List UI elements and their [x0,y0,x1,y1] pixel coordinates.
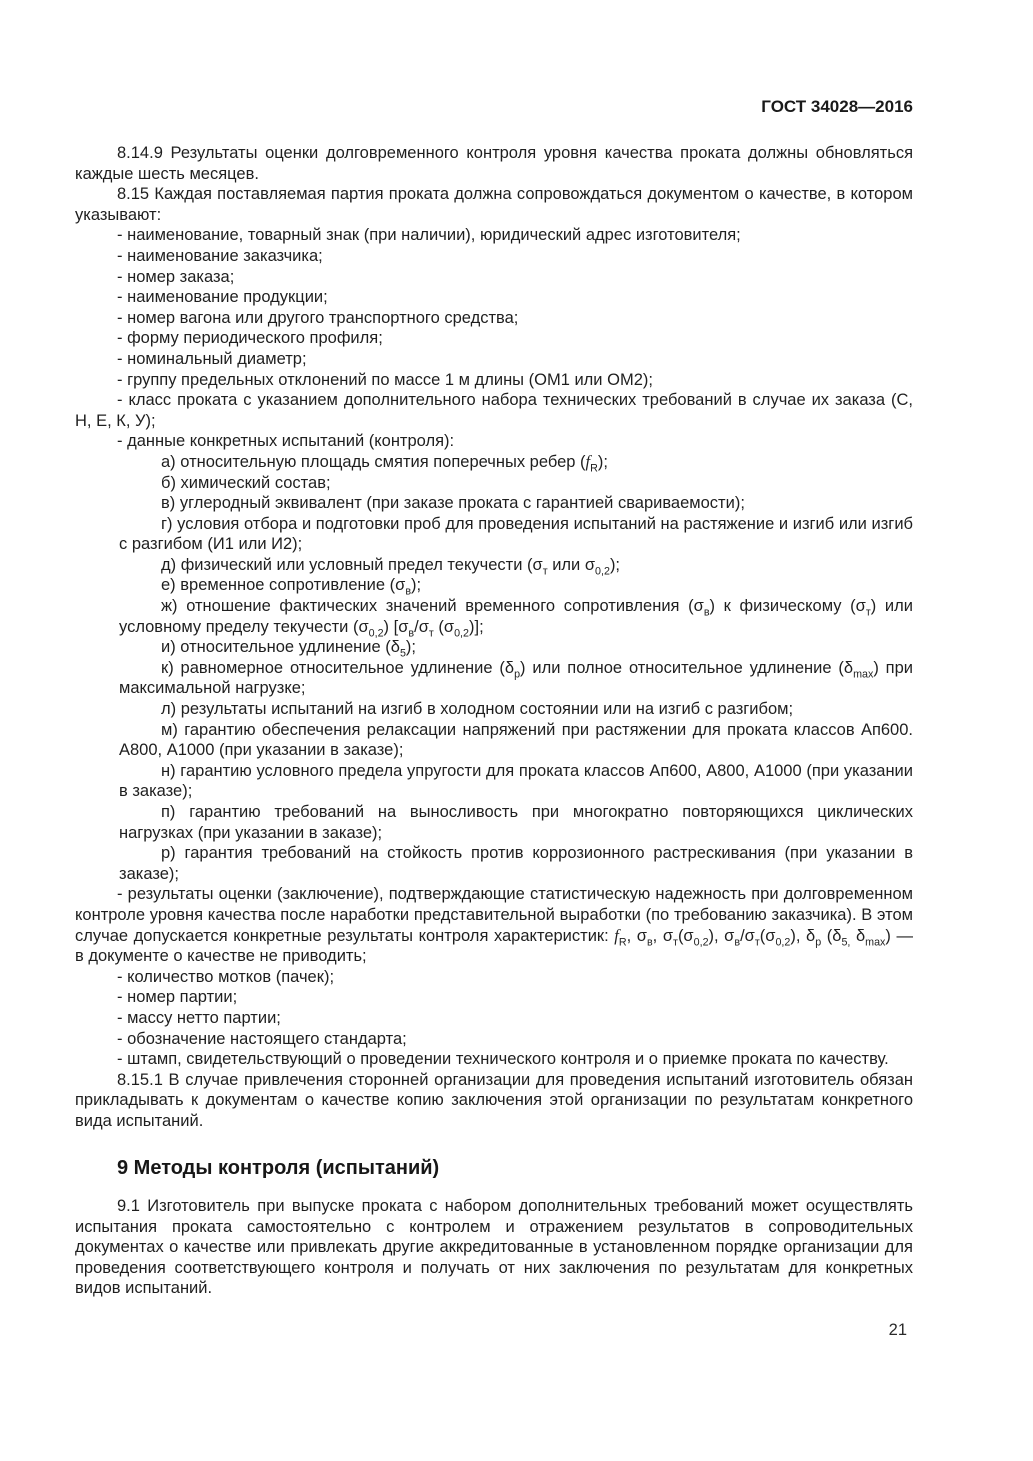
list-item-letter-l: л) результаты испытаний на изгиб в холодном состоянии или на изгиб с разгибом; [161,700,794,719]
paragraph-8-15: 8.15 Каждая поставляемая партия проката должна сопровождаться документом о качестве, в котором указывают: [75,185,913,224]
list-item-dash: - результаты оценки (заключение), подтверждающие статистическую надежность при долговременном контроле уровня качества после наработки представительной выработки (по требованию заказчика). В этом случае допускается конкретные результаты контроля характеристик: $f_R$, $\sigma_в$, $\sigma_т(\sigma_{0,2})$, $\sigma_в/\sigma_т(\sigma_{0,2})$, $\delta_p$ ($\delta_{5,}$ $\delta_{max}$) — в документе о качестве не приводить; [75,885,913,966]
document-standard-number: ГОСТ 34028—2016 [761,97,913,116]
list-item-letter-r: р) гарантия требований на стойкость против коррозионного растрескивания (при указании в заказе); [119,844,913,883]
list-item-letter-k: к) равномерное относительное удлинение $(\delta_p)$ или полное относительное удлинение $(\delta_{max})$ при максимальной нагрузке; [119,658,913,698]
paragraph-9-1: 9.1 Изготовитель при выпуске проката с набором дополнительных требований может осуществлять испытания проката самостоятельно с контролем и отражением результатов в сопроводительных документах о качестве или привлекать другие аккредитованные в установленном порядке организации для проведения соответствующего контроля и получать от них заключения по результатам для конкретных видов испытаний. [75,1197,913,1298]
list-item-dash: - штамп, свидетельствующий о проведении технического контроля и о приемке проката по качеству. [117,1050,889,1069]
list-item-dash: - наименование, товарный знак (при наличии), юридический адрес изготовителя; [117,226,741,245]
list-item-letter-g: г) условия отбора и подготовки проб для проведения испытаний на растяжение и изгиб или изгиб с разгибом (И1 или И2); [119,514,913,554]
list-item-dash: - форму периодического профиля; [117,329,383,348]
list-item-dash: - количество мотков (пачек); [117,967,335,986]
list-item-dash: - класс проката с указанием дополнительного набора технических требований в случае их заказа (С, Н, Е, К, У); [75,391,913,430]
list-item-dash: - наименование заказчика; [117,246,323,265]
list-item-dash: - номер заказа; [117,267,235,286]
list-item-dash: - массу нетто партии; [117,1008,281,1027]
paragraph-8-14-9: 8.14.9 Результаты оценки долговременного контроля уровня качества проката должны обновляться каждые шесть месяцев. [75,144,913,183]
page-number: 21 [888,1321,907,1339]
list-item-dash: - обозначение настоящего стандарта; [117,1029,407,1048]
list-item-letter-a: а) относительную площадь смятия поперечных ребер $(f_R)$; [161,451,608,475]
paragraph-8-15-1: 8.15.1 В случае привлечения сторонней организации для проведения испытаний изготовитель обязан прикладывать к документам о качестве копию заключения этой организации по результатам конкретного вида испытаний. [75,1070,913,1130]
section-9-heading: 9 Методы контроля (испытаний) [117,1156,440,1179]
list-item-letter-m: м) гарантию обеспечения релаксации напряжений при растяжении для проката классов Ап600. А800, А1000 (при указании в заказе); [119,720,913,760]
list-item-dash: - номер вагона или другого транспортного средства; [117,308,519,327]
list-item-dash: - номер партии; [117,988,238,1007]
list-item-dash: - наименование продукции; [117,288,328,307]
list-item-letter-v: в) углеродный эквивалент (при заказе проката с гарантией свариваемости); [161,494,745,513]
list-item-dash: - номинальный диаметр; [117,349,307,368]
list-item-letter-d: д) физический или условный предел текучести ($\sigma_т$ или $\sigma_{0,2}$); [161,555,621,578]
list-item-letter-zh: ж) отношение фактических значений временного сопротивления $(\sigma_в)$ к физическому $(\sigma_т)$ или условному пределу текучести $(\sigma_{0,2})$ [$\sigma_в/\sigma_т$ $(\sigma_{0,2})$]; [119,597,913,639]
list-item-letter-n: н) гарантию условного предела упругости для проката классов Ап600, А800, А1000 (при указании в заказе); [119,761,913,801]
list-item-letter-e: е) временное сопротивление $(\sigma_в)$; [161,576,422,598]
list-item-letter-p: п) гарантию требований на выносливость при многократно повторяющихся циклических нагрузках (при указании в заказе); [119,803,913,842]
document-body [75,143,913,1299]
list-item-dash: - группу предельных отклонений по массе 1 м длины (ОМ1 или ОМ2); [117,370,653,389]
list-item-letter-i: и) относительное удлинение $(\delta_5)$; [161,638,416,660]
list-item-dash: - данные конкретных испытаний (контроля): [117,432,455,451]
list-item-letter-b: б) химический состав; [161,473,331,492]
